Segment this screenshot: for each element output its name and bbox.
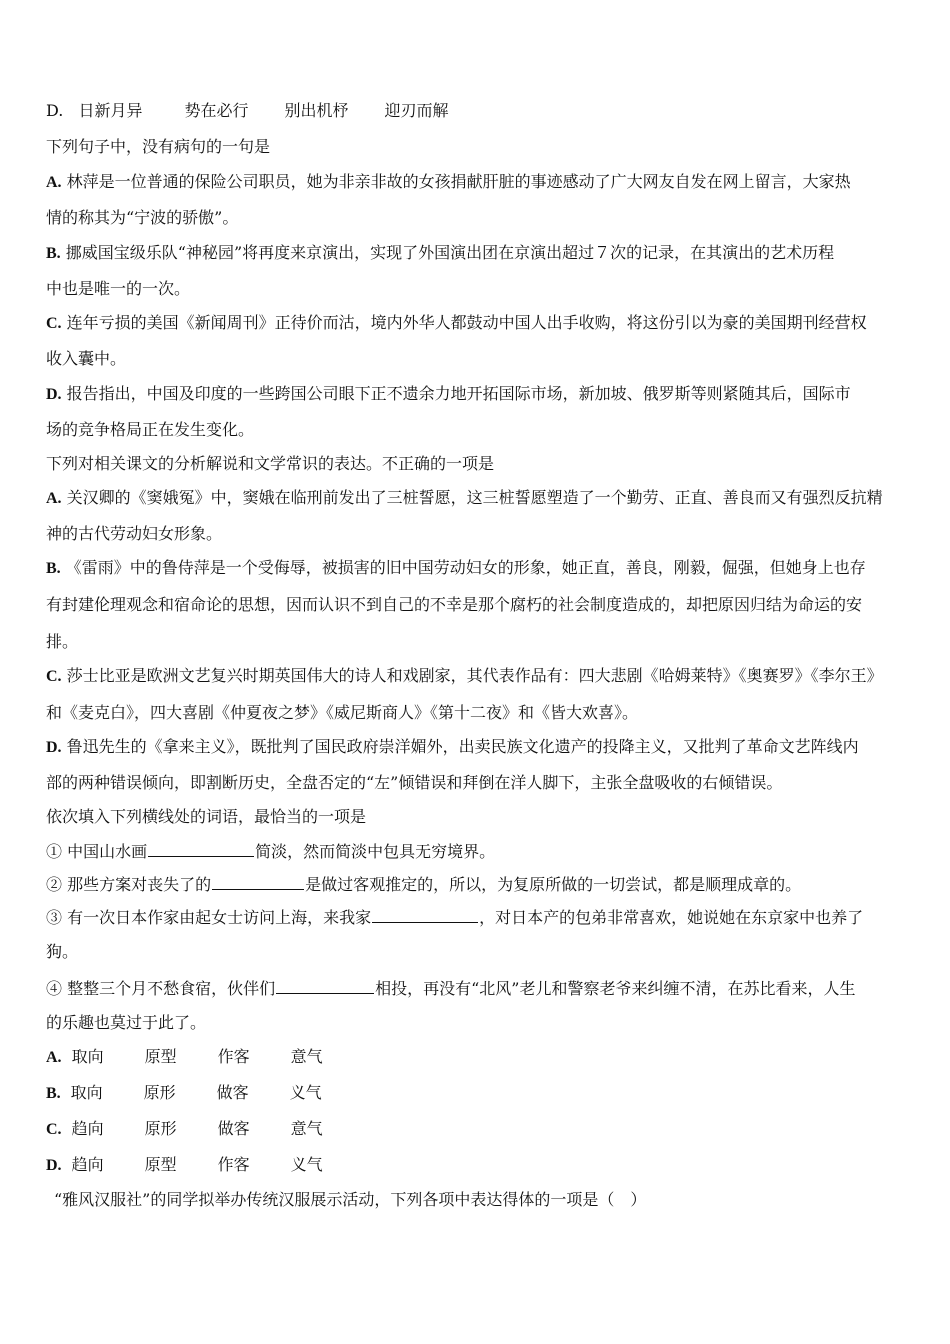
fill-sentence-cont: 的乐趣也莫过于此了。 xyxy=(46,1013,207,1032)
option-line xyxy=(46,172,851,192)
fill-sentence xyxy=(46,906,863,926)
option-line xyxy=(46,488,883,508)
sentence-text: 整整三个月不愁食宿，伙伴们 xyxy=(67,979,276,998)
option-word: 作客 xyxy=(217,1047,250,1066)
option-word: 原型 xyxy=(144,1047,177,1066)
choice-row xyxy=(46,1083,322,1103)
sentence-number: ③ xyxy=(46,908,63,927)
option-label: B. xyxy=(46,560,61,577)
option-label: D. xyxy=(46,386,62,403)
option-label: D. xyxy=(46,101,64,120)
answer-blank[interactable] xyxy=(372,906,478,923)
option-word: 趋向 xyxy=(71,1155,104,1174)
option-word: 义气 xyxy=(290,1155,323,1174)
question-stem: “雅风汉服社”的同学拟举办传统汉服展示活动，下列各项中表达得体的一项是（ ） xyxy=(54,1190,647,1209)
option-line xyxy=(46,558,866,578)
option-word: 迎刃而解 xyxy=(384,101,449,120)
sentence-text: ，对日本产的包弟非常喜欢，她说她在东京家中也养了 xyxy=(479,908,864,927)
option-word: 意气 xyxy=(290,1119,323,1138)
option-text: 关汉卿的《窦娥冤》中，窦娥在临刑前发出了三桩誓愿，这三桩誓愿塑造了一个勤劳、正直、善良而又有强烈反抗精 xyxy=(66,488,883,507)
option-word: 势在必行 xyxy=(184,101,249,120)
option-line xyxy=(46,737,859,757)
option-line: 中也是唯一的一次。 xyxy=(46,279,191,298)
sentence-number: ② xyxy=(46,875,63,894)
option-label: C. xyxy=(46,315,62,332)
question-stem: 下列句子中，没有病句的一句是 xyxy=(46,137,271,156)
option-text: 挪威国宝级乐队“神秘园”将再度来京演出，实现了外国演出团在京演出超过７次的记录，在其演出的艺术历程 xyxy=(65,243,835,262)
option-line: 场的竞争格局正在发生变化。 xyxy=(46,420,255,439)
option-label: A. xyxy=(46,490,62,507)
option-line xyxy=(46,666,883,686)
option-line: 神的古代劳动妇女形象。 xyxy=(46,524,223,543)
option-text: 报告指出，中国及印度的一些跨国公司眼下正不遗余力地开拓国际市场，新加坡、俄罗斯等则紧随其后，国际市 xyxy=(66,384,851,403)
fill-sentence xyxy=(46,873,801,893)
sentence-text: 是做过客观推定的，所以，为复原所做的一切尝试，都是顺理成章的。 xyxy=(305,875,802,894)
answer-blank[interactable] xyxy=(212,873,304,890)
option-label: B. xyxy=(46,1085,61,1102)
option-word: 义气 xyxy=(289,1083,322,1102)
option-line xyxy=(46,313,867,333)
option-line: 有封建伦理观念和宿命论的思想，因而认识不到自己的不幸是那个腐朽的社会制度造成的，却把原因归结为命运的安 xyxy=(46,595,863,614)
option-word: 趋向 xyxy=(71,1119,104,1138)
option-text: 林萍是一位普通的保险公司职员，她为非亲非故的女孩捐献肝脏的事迹感动了广大网友自发在网上留言，大家热 xyxy=(66,172,851,191)
prev-option-d xyxy=(46,101,448,121)
fill-sentence-cont: 狗。 xyxy=(46,942,79,961)
answer-blank[interactable] xyxy=(276,977,374,994)
option-line: 和《麦克白》，四大喜剧《仲夏夜之梦》《威尼斯商人》《第十二夜》和《皆大欢喜》。 xyxy=(46,703,639,722)
sentence-text: 相投，再没有“北风”老儿和警察老爷来纠缠不清，在苏比看来，人生 xyxy=(375,979,856,998)
option-word: 原形 xyxy=(143,1083,176,1102)
sentence-number: ④ xyxy=(46,979,63,998)
option-line xyxy=(46,243,834,263)
option-word: 意气 xyxy=(290,1047,323,1066)
option-text: 鲁迅先生的《拿来主义》，既批判了国民政府崇洋媚外，出卖民族文化遗产的投降主义，又批判了革命文艺阵线内 xyxy=(66,737,859,756)
option-line: 情的称其为“宁波的骄傲”。 xyxy=(46,208,239,227)
choice-row xyxy=(46,1047,323,1067)
question-stem: 依次填入下列横线处的词语，最恰当的一项是 xyxy=(46,807,367,826)
option-label: D. xyxy=(46,1157,62,1174)
option-word: 日新月异 xyxy=(78,101,143,120)
answer-blank[interactable] xyxy=(148,840,254,857)
option-word: 做客 xyxy=(216,1083,249,1102)
option-word: 别出机杼 xyxy=(284,101,349,120)
option-line xyxy=(46,384,851,404)
sentence-text: 中国山水画 xyxy=(67,842,148,861)
option-line: 收入囊中。 xyxy=(46,349,127,368)
choice-row xyxy=(46,1155,323,1175)
option-word: 作客 xyxy=(217,1155,250,1174)
sentence-number: ① xyxy=(46,842,63,861)
option-word: 做客 xyxy=(217,1119,250,1138)
fill-sentence xyxy=(46,977,856,997)
fill-sentence xyxy=(46,840,495,860)
option-label: A. xyxy=(46,1049,62,1066)
option-word: 原型 xyxy=(144,1155,177,1174)
option-word: 原形 xyxy=(144,1119,177,1138)
option-text: 《雷雨》中的鲁侍萍是一个受侮辱，被损害的旧中国劳动妇女的形象，她正直，善良，刚毅，倔强，但她身上也存 xyxy=(65,558,866,577)
option-label: C. xyxy=(46,1121,62,1138)
option-word: 取向 xyxy=(71,1047,104,1066)
option-line: 排。 xyxy=(46,632,79,651)
option-label: C. xyxy=(46,668,62,685)
choice-row xyxy=(46,1119,323,1139)
option-label: A. xyxy=(46,174,62,191)
option-line: 部的两种错误倾向，即割断历史，全盘否定的“左”倾错误和拜倒在洋人脚下，主张全盘吸收的右倾错误。 xyxy=(46,773,783,792)
sentence-text: 简淡，然而简淡中包具无穷境界。 xyxy=(255,842,496,861)
sentence-text: 那些方案对丧失了的 xyxy=(67,875,212,894)
option-label: B. xyxy=(46,245,61,262)
option-label: D. xyxy=(46,739,62,756)
option-word: 取向 xyxy=(70,1083,103,1102)
option-text: 连年亏损的美国《新闻周刊》正待价而沽，境内外华人都鼓动中国人出手收购，将这份引以为豪的美国期刊经营权 xyxy=(66,313,867,332)
question-stem: 下列对相关课文的分析解说和文学常识的表达。不正确的一项是 xyxy=(46,454,495,473)
option-text: 莎士比亚是欧洲文艺复兴时期英国伟大的诗人和戏剧家，其代表作品有：四大悲剧《哈姆莱特》《奥赛罗》《李尔王》 xyxy=(66,666,883,685)
sentence-text: 有一次日本作家由起女士访问上海，来我家 xyxy=(67,908,372,927)
